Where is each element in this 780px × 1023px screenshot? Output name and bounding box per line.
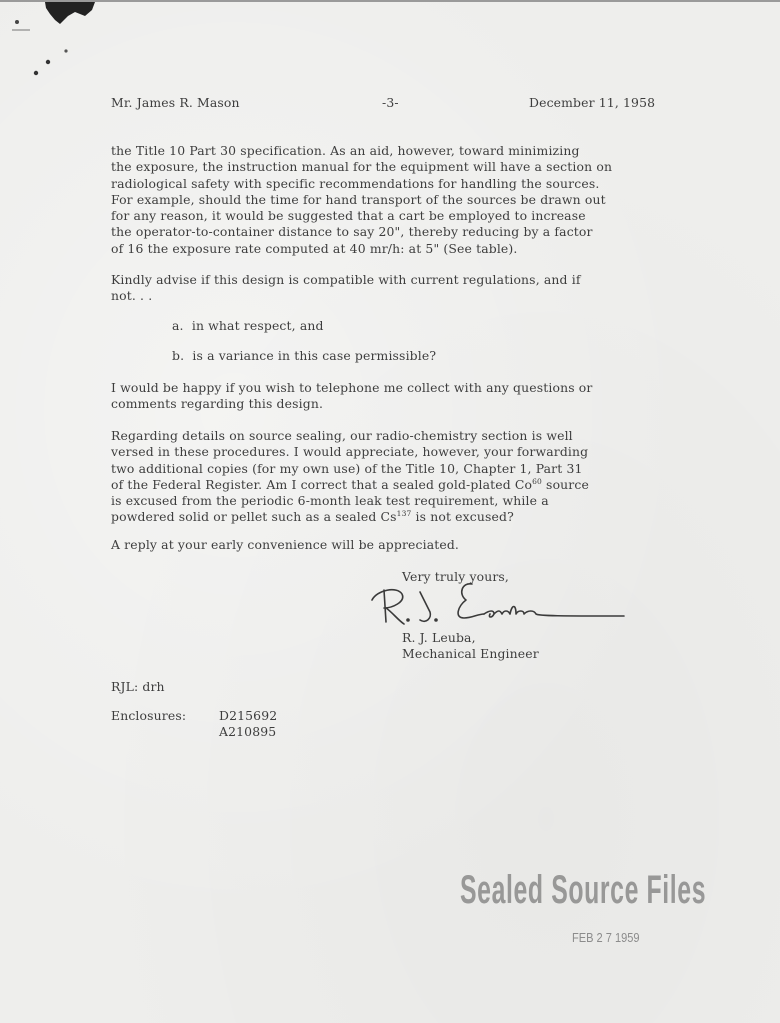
text-line: two additional copies (for my own use) of the Title 10, Chapter 1, Part 31 — [111, 460, 583, 476]
paragraph-1 — [111, 143, 612, 257]
text-line: I would be happy if you wish to telephone me collect with any questions or — [111, 380, 593, 395]
text-segment: powdered solid or pellet such as a sealed Cs — [111, 509, 397, 525]
ink-blot-mark — [0, 2, 120, 82]
text-line: the operator-to-container distance to say 20", thereby reducing by a factor — [111, 224, 593, 240]
text-line: comments regarding this design. — [111, 396, 324, 412]
text-line: of 16 the exposure rate computed at 40 mr/h: at 5" (See table). — [111, 240, 518, 256]
enclosures-list — [219, 708, 277, 741]
text-segment: source — [541, 476, 589, 492]
letter-date: December 11, 1958 — [529, 95, 656, 110]
text-line: Regarding details on source sealing, our radio-chemistry section is well — [111, 428, 573, 443]
text-line: not. . . — [111, 288, 153, 304]
text-line: For example, should the time for hand transport of the sources be drawn out — [111, 191, 606, 207]
list-text: in what respect, and — [191, 318, 324, 333]
text-line: the exposure, the instruction manual for the equipment will have a section on — [111, 159, 613, 175]
list-marker: b. — [172, 348, 185, 363]
recipient-name: Mr. James R. Mason — [111, 95, 240, 110]
text-line: is excused from the periodic 6-month leak test requirement, while a — [111, 493, 549, 509]
closing-salutation: Very truly yours, — [402, 569, 509, 584]
text-line: the Title 10 Part 30 specification. As an aid, however, toward minimizing — [111, 143, 580, 158]
paragraph-4 — [111, 428, 589, 526]
reference-initials: RJL: drh — [111, 679, 165, 694]
text-segment: is not excused? — [411, 509, 514, 525]
text-line — [111, 477, 589, 493]
signer-name: R. J. Leuba, — [402, 630, 476, 645]
isotope-superscript: 137 — [396, 509, 412, 519]
enclosure-item: A210895 — [219, 724, 277, 740]
text-segment: of the Federal Register. Am I correct that a sealed gold-plated Co — [111, 476, 533, 492]
paragraph-3 — [111, 380, 592, 413]
handwritten-signature — [362, 580, 632, 630]
file-stamp-date: FEB 2 7 1959 — [572, 930, 640, 945]
list-text: is a variance in this case permissible? — [192, 348, 437, 363]
text-line: radiological safety with specific recommendations for handling the sources. — [111, 175, 600, 191]
paragraph-2 — [111, 272, 581, 305]
file-stamp-title: Sealed Source Files — [460, 868, 707, 912]
list-item-a — [172, 318, 324, 334]
enclosures-label: Enclosures: — [111, 708, 187, 723]
text-line — [111, 509, 589, 525]
enclosure-item: D215692 — [219, 708, 278, 723]
list-item-b — [172, 348, 436, 364]
list-marker: a. — [172, 318, 184, 333]
text-line: Kindly advise if this design is compatible with current regulations, and if — [111, 272, 581, 287]
text-line: versed in these procedures. I would appreciate, however, your forwarding — [111, 444, 589, 460]
signer-title: Mechanical Engineer — [402, 646, 539, 661]
page-number: -3- — [382, 95, 399, 110]
text-line: for any reason, it would be suggested that a cart be employed to increase — [111, 208, 586, 224]
isotope-superscript: 60 — [532, 476, 542, 486]
paragraph-5: A reply at your early convenience will be appreciated. — [111, 537, 460, 552]
